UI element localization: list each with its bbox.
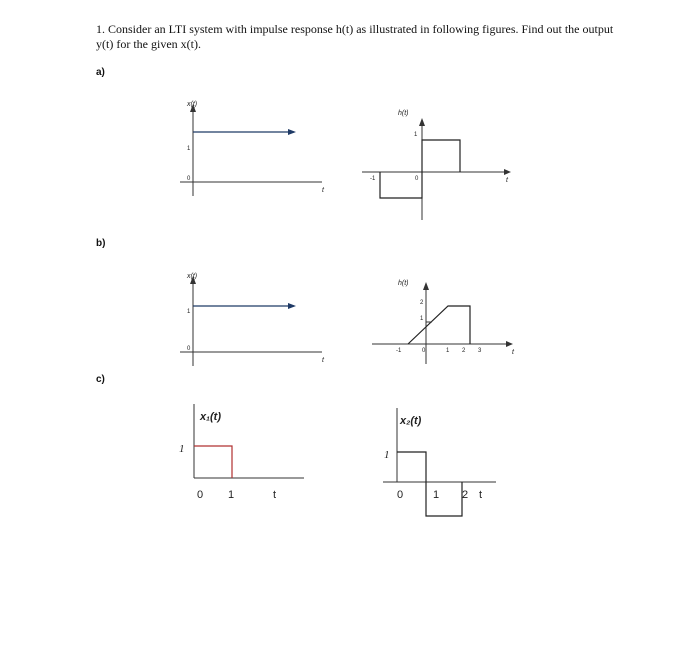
tick-x2: 2 <box>462 348 466 354</box>
tick-x1: 1 <box>446 348 450 354</box>
tick-zero: 0 <box>415 176 419 182</box>
x-axis-label: t <box>512 349 514 356</box>
tick-one: 1 <box>414 132 418 138</box>
pulse-signal <box>194 446 232 478</box>
part-b-label: b) <box>96 238 106 249</box>
part-a-h-plot <box>362 110 511 220</box>
x-axis-label: t <box>322 357 324 364</box>
x-axis-label: t <box>322 187 324 194</box>
part-b-x-plot <box>180 273 325 366</box>
problem-statement: 1. Consider an LTI system with impulse response h(t) as illustrated in following figures. Find out the output y(t) for the given x(t). <box>96 22 614 51</box>
tick-one: 1 <box>384 449 390 461</box>
y-axis-label: x₂(t) <box>400 415 422 427</box>
signal <box>397 452 462 516</box>
part-a-label: a) <box>96 67 105 78</box>
tick-zero: 0 <box>397 489 404 501</box>
y-axis-label: h(t) <box>398 280 409 287</box>
part-c-x2-plot <box>383 408 496 516</box>
impulse-response <box>408 306 470 344</box>
signal-arrow <box>288 129 296 135</box>
x-axis-label: t <box>273 489 277 501</box>
tick-two: 2 <box>420 300 424 306</box>
tick-x2: 2 <box>462 489 469 501</box>
y-axis-arrow <box>423 282 429 290</box>
part-c-label: c) <box>96 374 105 385</box>
tick-one: 1 <box>420 316 424 322</box>
tick-zero: 0 <box>187 346 191 352</box>
tick-zero: 0 <box>187 176 191 182</box>
tick-x1: 1 <box>228 489 235 501</box>
y-axis-label: x₁(t) <box>200 411 221 423</box>
x-axis-arrow <box>506 341 513 347</box>
part-c-x1-plot <box>179 404 304 501</box>
tick-x1: 1 <box>433 489 440 501</box>
y-axis-label: x(t) <box>187 273 198 280</box>
y-axis-label: h(t) <box>398 110 409 117</box>
y-axis-arrow <box>419 118 425 126</box>
part-b-h-plot <box>372 280 515 364</box>
signal-arrow <box>288 303 296 309</box>
tick-one: 1 <box>187 146 191 152</box>
tick-neg-one: -1 <box>370 176 376 182</box>
impulse-response <box>380 140 460 198</box>
tick-zero: 0 <box>197 489 204 501</box>
x-axis-label: t <box>479 489 483 501</box>
tick-zero: 0 <box>422 348 426 354</box>
x-axis-label: t <box>506 177 508 184</box>
tick-one: 1 <box>187 309 191 315</box>
x-axis-arrow <box>504 169 511 175</box>
tick-neg-one: -1 <box>396 348 402 354</box>
tick-x3: 3 <box>478 348 482 354</box>
tick-one: 1 <box>179 443 185 455</box>
y-axis-label: x(t) <box>187 101 198 108</box>
part-a-x-plot <box>180 101 325 196</box>
